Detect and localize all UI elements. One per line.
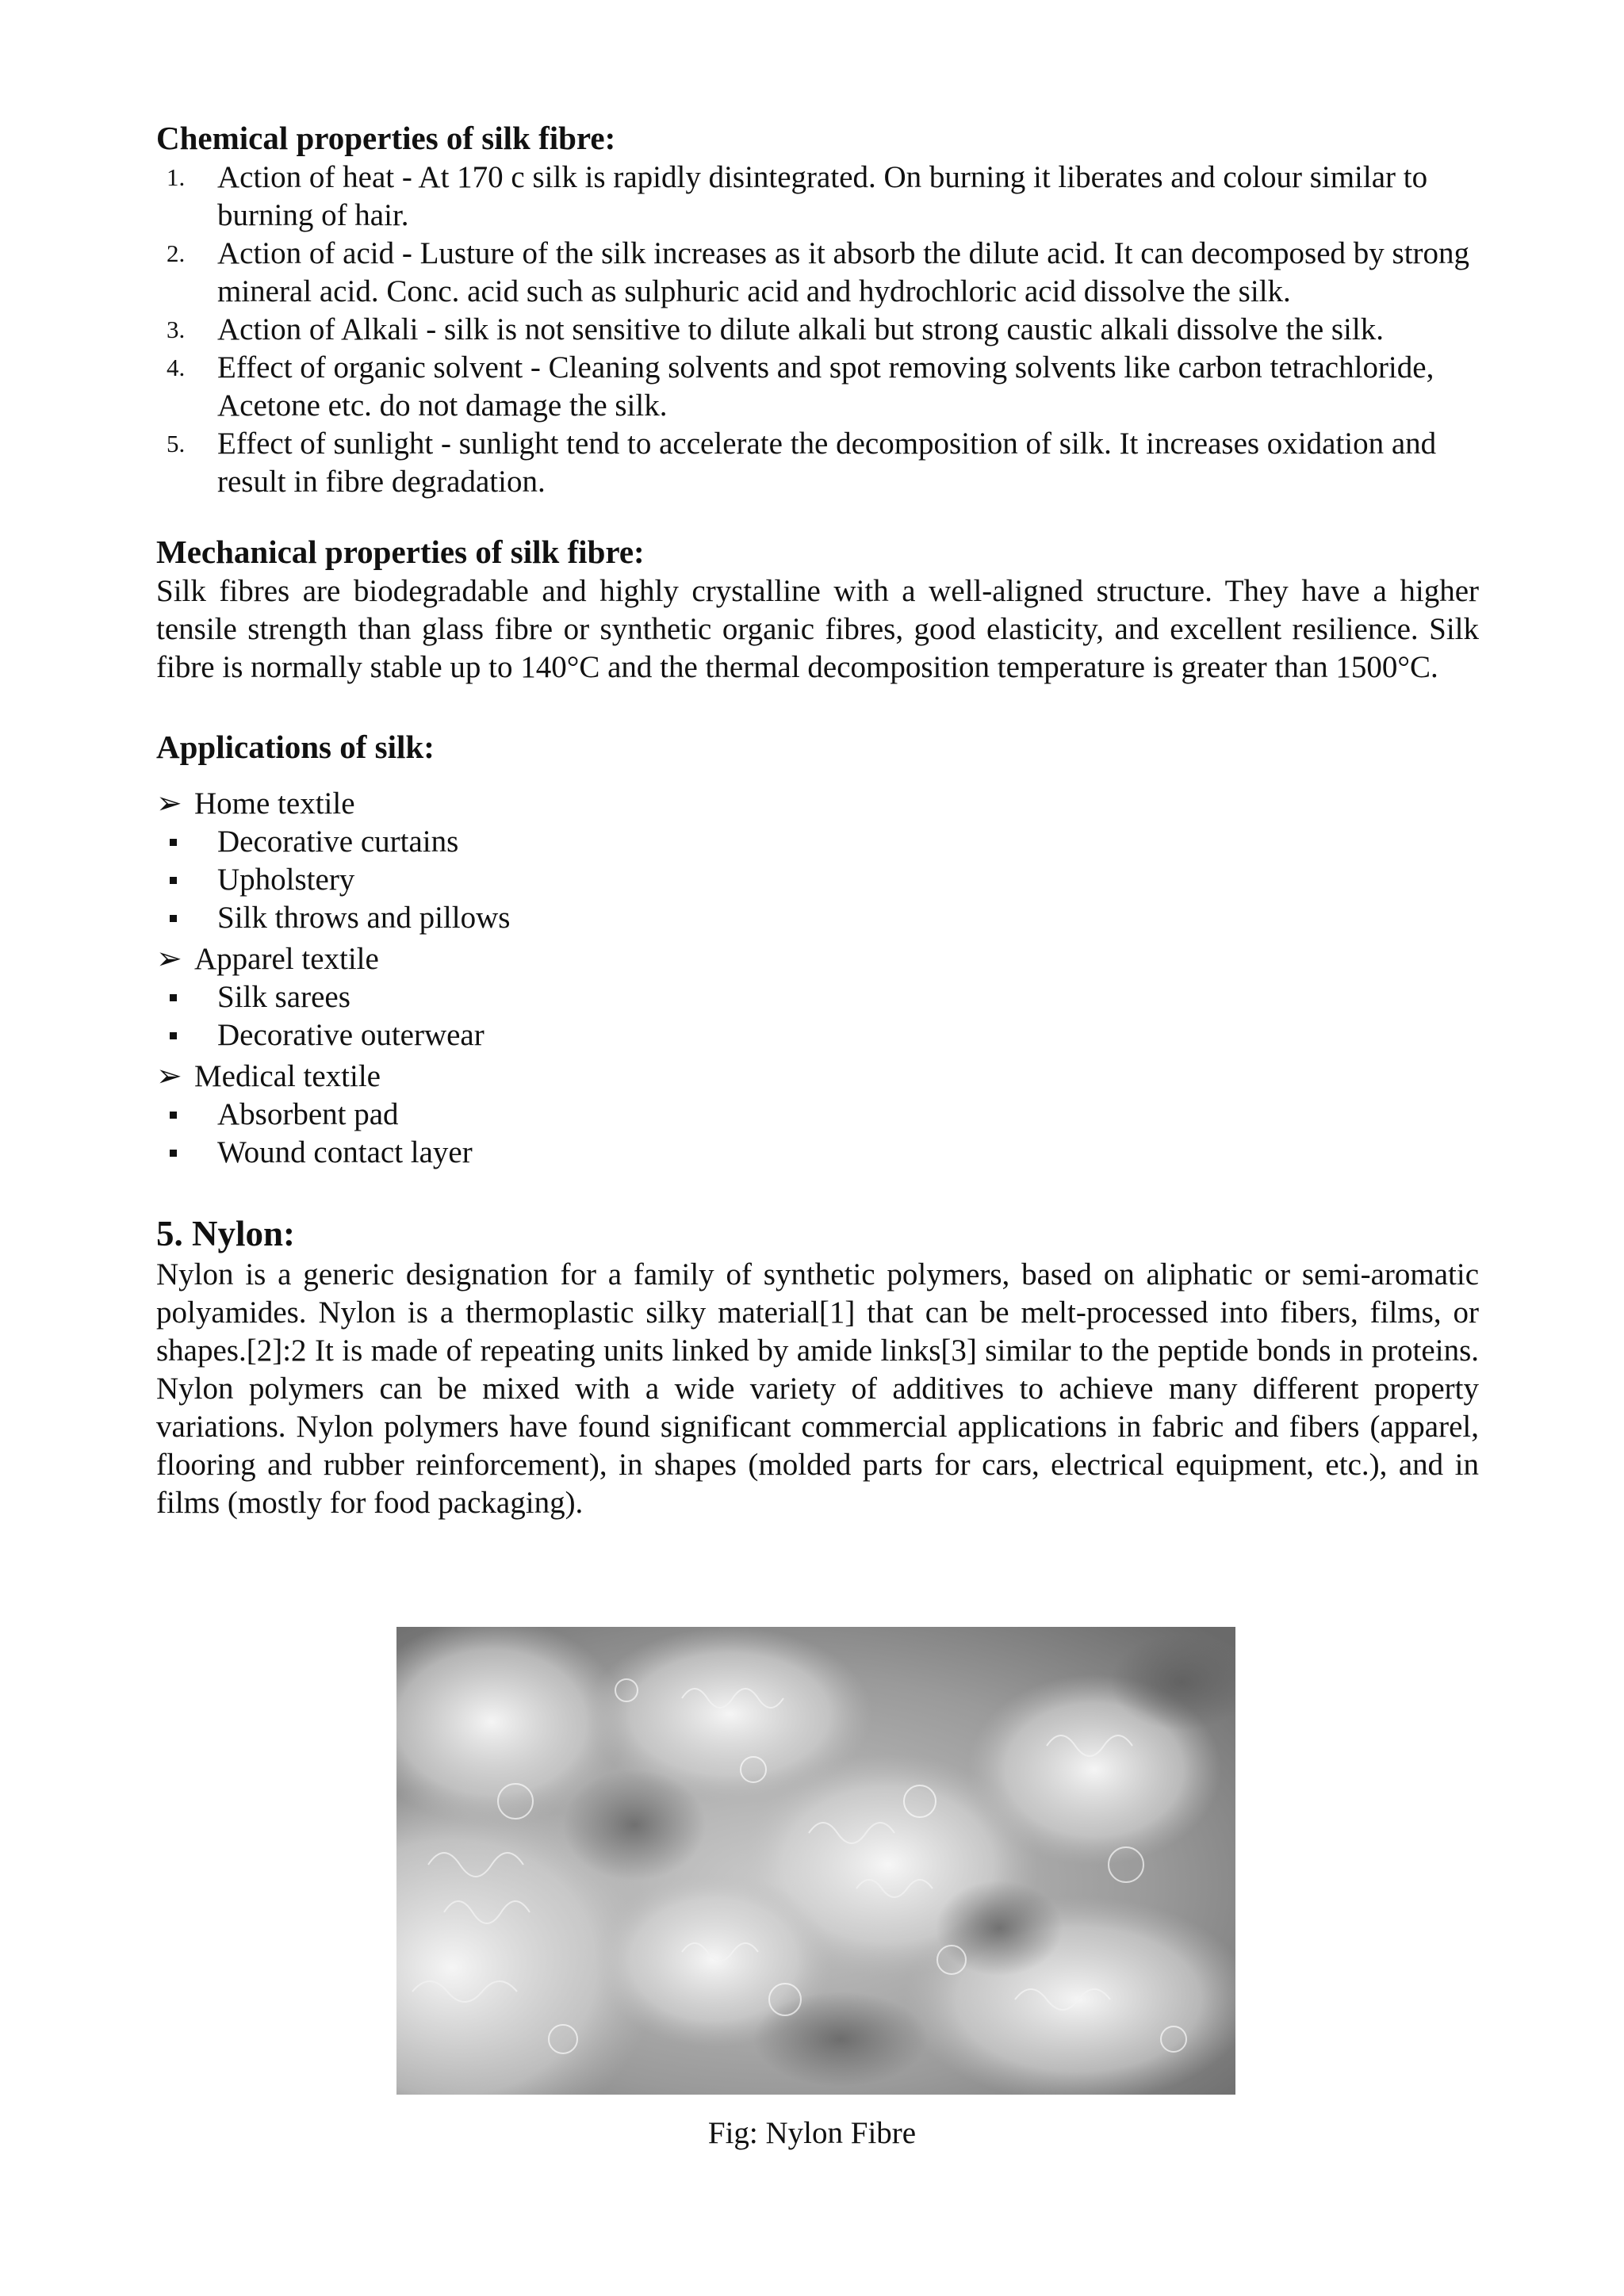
application-items-list [156, 823, 1479, 937]
application-group-medical [156, 1058, 1479, 1172]
application-group-label: Home textile [194, 786, 355, 821]
list-item [156, 425, 1479, 501]
square-bullet-icon [170, 877, 177, 884]
square-bullet-icon [170, 1112, 177, 1119]
square-bullet-icon [170, 839, 177, 846]
applications-section [156, 726, 1479, 1172]
mechanical-properties-paragraph: Silk fibres are biodegradable and highly crystalline with a well-aligned structure. They have a higher tensile strength than glass fibre or synthetic organic fibres, good elasticity, and excellent resilience. Silk fibre is normally stable up to 140°C and the thermal decomposition temperature is greater than 1500°C. [156, 574, 1479, 684]
list-item [156, 159, 1479, 235]
list-item-text: Effect of organic solvent - Cleaning solvents and spot removing solvents like carbon tetrachloride, Acetone etc. do not damage the silk. [217, 350, 1434, 423]
square-bullet-icon [170, 915, 177, 922]
mechanical-properties-section [156, 531, 1479, 687]
square-bullet-icon [170, 1150, 177, 1157]
application-group-header [156, 785, 1479, 823]
list-item-text: Wound contact layer [217, 1135, 473, 1169]
list-item [156, 899, 1479, 937]
applications-heading: Applications of silk: [156, 729, 435, 765]
document-page [156, 117, 1479, 1522]
list-number: 5. [167, 430, 186, 457]
list-item [156, 978, 1479, 1016]
list-item-text: Action of heat - At 170 c silk is rapidly disintegrated. On burning it liberates and colour similar to burning of hair. [217, 160, 1428, 232]
arrow-bullet-icon: ➢ [156, 1059, 182, 1093]
list-number: 1. [167, 163, 186, 191]
list-item-text: Upholstery [217, 863, 355, 897]
list-item-text: Action of acid - Lusture of the silk increases as it absorb the dilute acid. It can decomposed by strong mineral acid. Conc. acid such as sulphuric acid and hydrochloric acid dissolve the silk. [217, 236, 1470, 308]
list-item [156, 1134, 1479, 1172]
application-group-home [156, 785, 1479, 937]
list-number: 2. [167, 239, 186, 267]
arrow-bullet-icon: ➢ [156, 942, 182, 976]
nylon-heading: 5. Nylon: [156, 1214, 296, 1253]
list-item-text: Decorative outerwear [217, 1018, 485, 1052]
mechanical-properties-heading: Mechanical properties of silk fibre: [156, 534, 645, 570]
list-item [156, 311, 1479, 349]
list-item-text: Absorbent pad [217, 1097, 399, 1131]
arrow-bullet-icon: ➢ [156, 786, 182, 821]
nylon-fibre-image [396, 1627, 1235, 2095]
nylon-section [156, 1211, 1479, 1522]
chemical-properties-heading: Chemical properties of silk fibre: [156, 120, 616, 156]
list-item-text: Silk sarees [217, 980, 350, 1014]
list-number: 3. [167, 316, 186, 343]
list-item-text: Action of Alkali - silk is not sensitive to dilute alkali but strong caustic alkali dissolve the silk. [217, 312, 1384, 346]
list-number: 4. [167, 354, 186, 381]
list-item [156, 1096, 1479, 1134]
list-item [156, 349, 1479, 425]
chemical-properties-list [156, 159, 1479, 501]
chemical-properties-section [156, 117, 1479, 501]
list-item [156, 861, 1479, 899]
list-item [156, 1016, 1479, 1054]
application-group-header [156, 1058, 1479, 1096]
square-bullet-icon [170, 1032, 177, 1039]
figure-caption: Fig: Nylon Fibre [707, 2116, 917, 2150]
list-item-text: Silk throws and pillows [217, 901, 511, 935]
application-group-header [156, 940, 1479, 978]
nylon-fibre-photo [396, 1627, 1235, 2095]
list-item-text: Effect of sunlight - sunlight tend to accelerate the decomposition of silk. It increases oxidation and result in fibre degradation. [217, 427, 1437, 499]
list-item-text: Decorative curtains [217, 825, 459, 859]
application-items-list [156, 1096, 1479, 1172]
nylon-paragraph: Nylon is a generic designation for a family of synthetic polymers, based on aliphatic or semi-aromatic polyamides. Nylon is a thermoplastic silky material[1] that can be melt-processed into fibers, films, or shapes.[2]:2 It is made of repeating units linked by amide links[3] similar to the peptide bonds in proteins. Nylon polymers can be mixed with a wide variety of additives to achieve many different property variations. Nylon polymers have found significant commercial applications in fabric and fibers (apparel, flooring and rubber reinforcement), in shapes (molded parts for cars, electrical equipment, etc.), and in films (mostly for food packaging). [156, 1257, 1479, 1520]
square-bullet-icon [170, 994, 177, 1001]
application-group-apparel [156, 940, 1479, 1054]
application-group-label: Apparel textile [194, 942, 379, 976]
list-item [156, 235, 1479, 311]
application-group-label: Medical textile [194, 1059, 381, 1093]
application-items-list [156, 978, 1479, 1054]
list-item [156, 823, 1479, 861]
